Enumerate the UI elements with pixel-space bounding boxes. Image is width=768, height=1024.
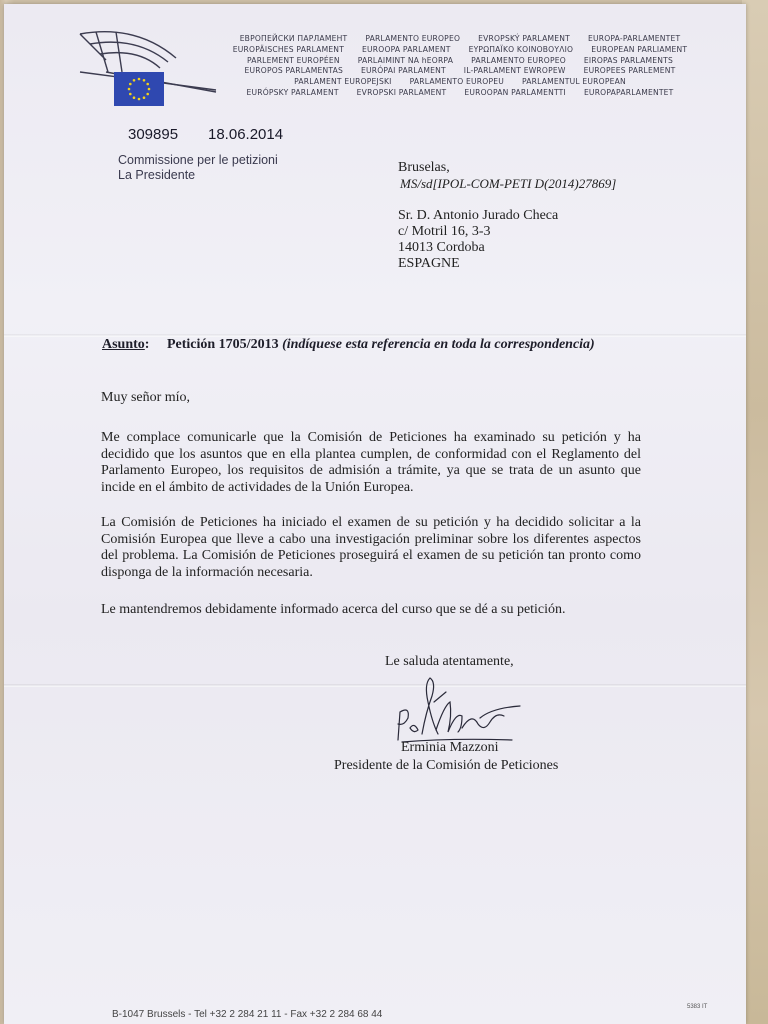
closing: Le saluda atentamente, [385, 654, 514, 669]
recipient-country: ESPAGNE [398, 256, 460, 271]
european-parliament-logo [76, 28, 226, 118]
sender-committee: Commissione per le petizioni [118, 153, 278, 167]
paragraph-3: Le mantendremos debidamente informado acerca del curso que se dé a su petición. [101, 602, 566, 617]
sender-block [118, 153, 278, 183]
recipient-address [398, 208, 558, 272]
greeting: Muy señor mío, [101, 390, 191, 405]
signer-name: Erminia Mazzoni [401, 740, 499, 755]
parliament-names-row: EUROPÄISCHES PARLAMENT EUROOPA PARLAMENT ΕΥΡΩΠΑΪΚΟ ΚΟΙΝΟΒΟΥΛΙΟ EUROPEAN PARLIAMENT [232, 44, 688, 54]
subject-label: Asunto [102, 337, 145, 352]
letter-page [4, 4, 746, 1024]
subject-line [102, 337, 595, 353]
paper-fold [4, 684, 746, 687]
subject-colon: : [144, 337, 150, 352]
parliament-names-row: ЕВРОПЕЙСКИ ПАРЛАМЕНТ PARLAMENTO EUROPEO EVROPSKÝ PARLAMENT EUROPA-PARLAMENTET [239, 34, 681, 43]
sender-role: La Presidente [118, 168, 196, 182]
place: Bruselas, [398, 160, 450, 175]
signer-title: Presidente de la Comisión de Peticiones [334, 758, 559, 773]
paragraph-2: La Comisión de Peticiones ha iniciado el examen de su petición y ha decidido solicitar a la Comisión Europea que lleve a cabo una investigación preliminar sobre los diferentes aspectos del problema. La Comisión de Peticiones proseguirá el examen de su petición tan pronto como disponga de la información necesaria. [101, 515, 641, 580]
recipient-street: c/ Motril 16, 3-3 [398, 224, 491, 239]
parliament-names-row: EUROPOS PARLAMENTAS EURÓPAI PARLAMENT IL-PARLAMENT EWROPEW EUROPEES PARLEMENT [244, 66, 676, 76]
paragraph-1: Me complace comunicarle que la Comisión de Peticiones ha examinado su petición y ha decidido que los asuntos que en ella plantea cumplen, de conformidad con el Reglamento del Parlamento Europeo, los requisitos de admisión a trámite, ya que se trata de un asunto que incide en el ámbito de actividades de la Unión Europea. [101, 430, 641, 495]
reference-note: (indíquese esta referencia en toda la correspondencia) [282, 337, 595, 352]
reference-number: 309895 [128, 126, 179, 143]
petition-number: Petición 1705/2013 [166, 337, 279, 352]
reference-code: MS/sd[IPOL-COM-PETI D(2014)27869] [400, 176, 617, 191]
parliament-names [210, 34, 710, 99]
parliament-names-row: PARLAMENT EUROPEJSKI PARLAMENTO EUROPEU PARLAMENTUL EUROPEAN [294, 77, 626, 87]
parliament-names-row: EURÓPSKY PARLAMENT EVROPSKI PARLAMENT EUROOPAN PARLAMENTTI EUROPAPARLAMENTET [246, 87, 674, 97]
footer-contact: B-1047 Brussels - Tel +32 2 284 21 11 - Fax +32 2 284 68 44 [112, 1009, 383, 1020]
recipient-name: Sr. D. Antonio Jurado Checa [398, 208, 559, 223]
reference-date: 18.06.2014 [208, 126, 284, 143]
parliament-names-row: PARLEMENT EUROPÉEN PARLAIMINT NA hEORPA PARLAMENTO EUROPEO EIROPAS PARLAMENTS [247, 55, 673, 65]
document-code: 5383 IT [687, 1004, 708, 1010]
recipient-city: 14013 Cordoba [398, 240, 485, 255]
